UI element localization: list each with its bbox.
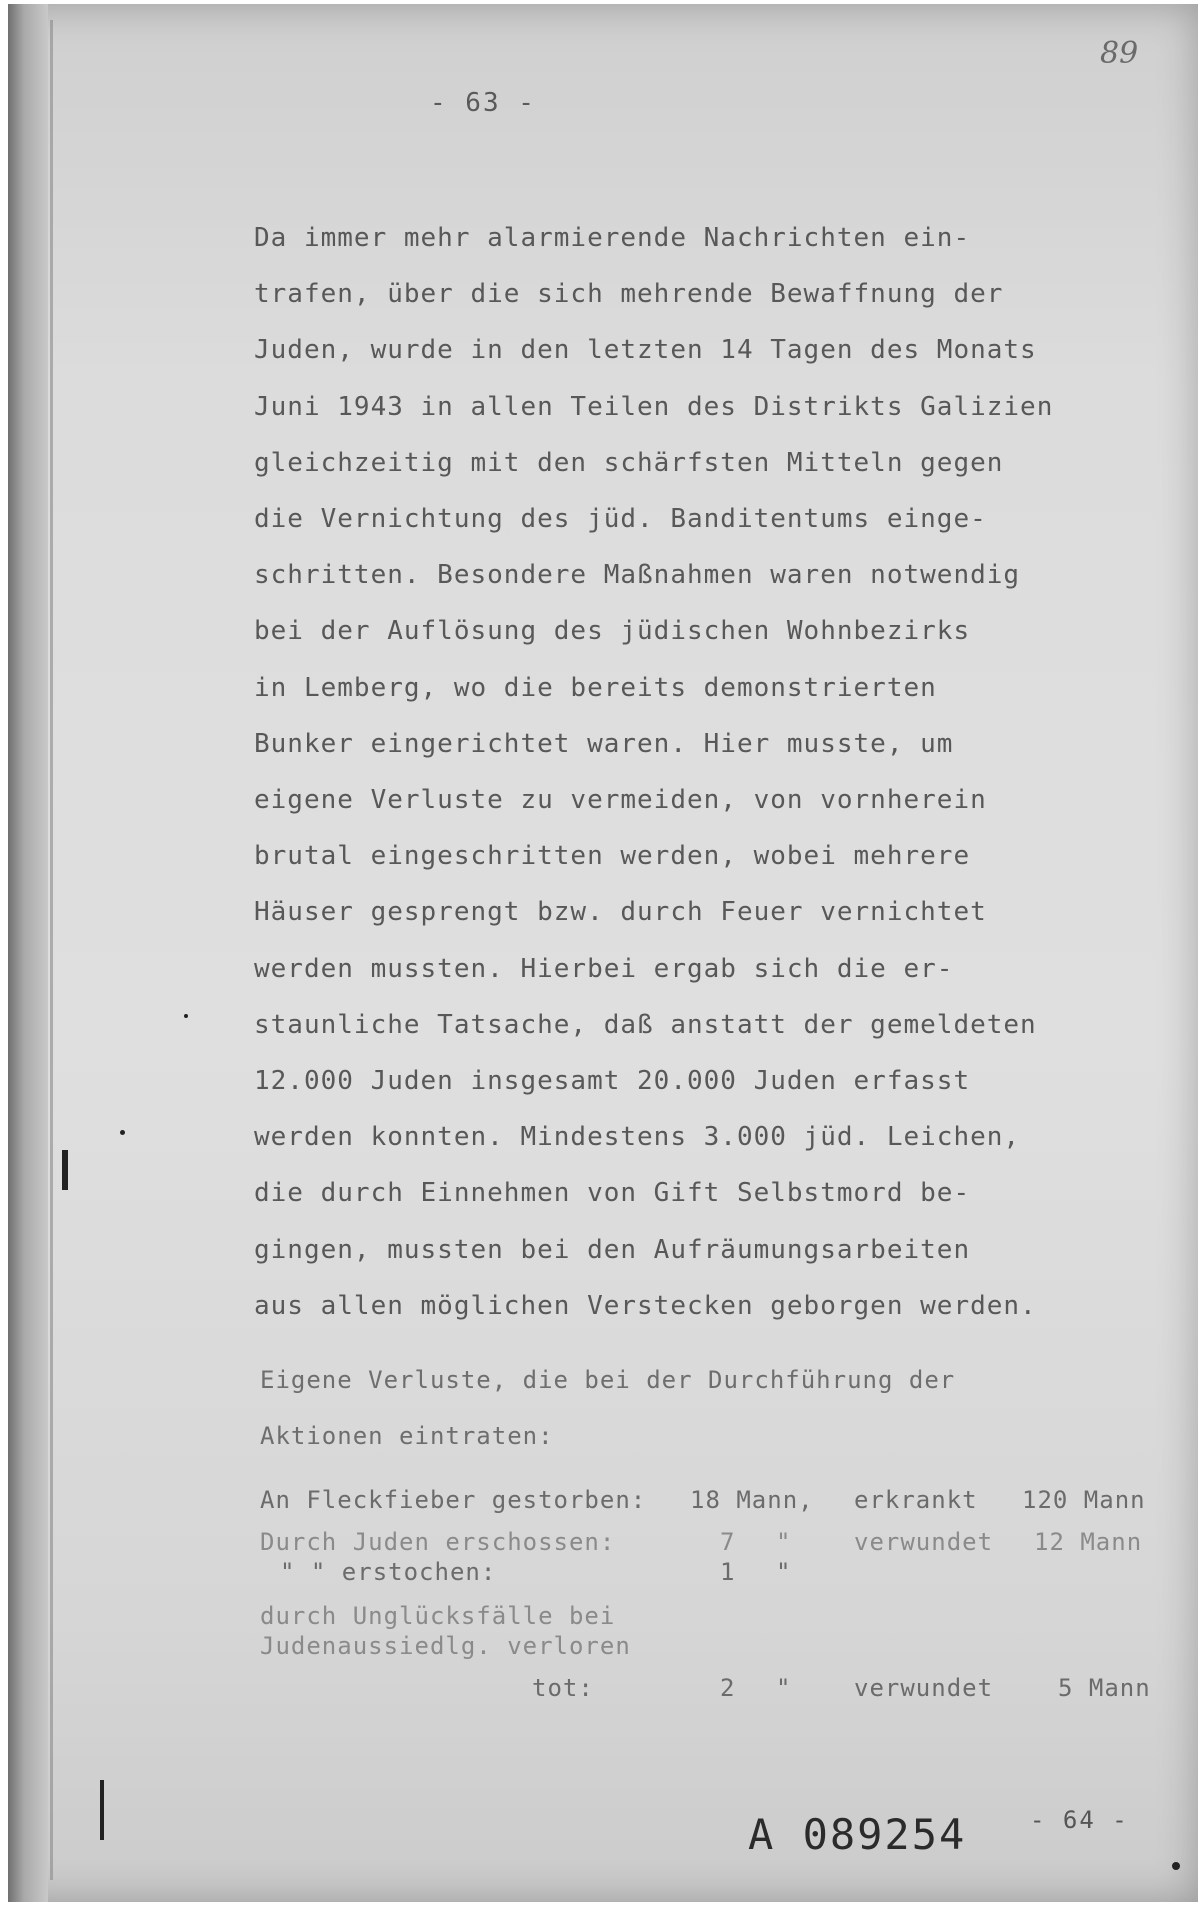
ditto-mark: " [776,1674,792,1702]
archive-number: 89 [1100,36,1139,71]
losses-intro-line: Aktionen eintraten: [260,1422,554,1450]
body-line: Bunker eingerichtet waren. Hier musste, um [254,728,954,759]
loss-status: erkrankt [854,1486,978,1514]
ditto-mark: " [776,1528,792,1556]
edge-mark [62,1150,68,1190]
body-line: trafen, über die sich mehrende Bewaffnung der [254,279,1004,310]
body-line: Da immer mehr alarmierende Nachrichten ein- [254,223,971,253]
body-line: eigene Verluste zu vermeiden, von vornherein [254,785,987,816]
loss-status: verwundet [854,1528,994,1556]
body-line: gleichzeitig mit den schärfsten Mitteln gegen [254,447,1004,478]
losses-intro [260,1352,955,1464]
loss-label: Durch Juden erschossen: [260,1528,616,1556]
loss-label: durch Unglücksfälle bei [260,1602,616,1630]
loss-status-count: 12 Mann [1034,1528,1143,1556]
loss-count: 7 [720,1528,736,1556]
body-line: die durch Einnehmen von Gift Selbstmord be- [254,1178,971,1209]
body-line: aus allen möglichen Verstecken geborgen werden. [254,1290,1037,1321]
body-line: Juden, wurde in den letzten 14 Tagen des Monats [254,335,1037,366]
loss-label: tot: [532,1674,594,1702]
loss-status-count: 5 Mann [1058,1674,1151,1702]
loss-label: Judenaussiedlg. verloren [260,1632,631,1660]
next-page-marker: - 64 - [1030,1806,1129,1834]
body-line: Juni 1943 in allen Teilen des Distrikts Galizien [254,391,1054,422]
loss-status: verwundet [854,1674,994,1702]
body-line: bei der Auflösung des jüdischen Wohnbezirks [254,616,971,647]
body-line: in Lemberg, wo die bereits demonstrierten [254,672,937,703]
body-line: Häuser gesprengt bzw. durch Feuer vernichtet [254,897,987,928]
body-line: staunliche Tatsache, daß anstatt der gemeldeten [254,1009,1037,1040]
body-line: werden konnten. Mindestens 3.000 jüd. Leichen, [254,1122,1021,1153]
body-line: brutal eingeschritten werden, wobei mehrere [254,841,971,872]
body-line: die Vernichtung des jüd. Banditentums einge- [254,504,987,535]
loss-count: 18 Mann, [690,1486,814,1514]
losses-intro-line: Eigene Verluste, die bei der Durchführung der [260,1366,956,1394]
ink-dot [1172,1862,1180,1870]
page-number: - 63 - [430,88,536,118]
loss-count: 2 [720,1674,736,1702]
ditto-mark: " [776,1558,792,1586]
body-paragraph [254,210,1134,1334]
loss-status-count: 120 Mann [1022,1486,1146,1514]
loss-label: An Fleckfieber gestorben: [260,1486,647,1514]
archive-stamp: A 089254 [748,1810,967,1859]
ink-dot [184,1014,188,1018]
binding-edge-line [50,20,53,1880]
body-line: 12.000 Juden insgesamt 20.000 Juden erfasst [254,1066,971,1097]
loss-count: 1 [720,1558,736,1586]
body-line: gingen, mussten bei den Aufräumungsarbeiten [254,1234,971,1265]
body-line: werden mussten. Hierbei ergab sich die er- [254,953,954,984]
loss-label: " " erstochen: [280,1558,497,1586]
ink-dot [120,1130,125,1135]
binding-strip [8,4,48,1902]
edge-mark [100,1780,104,1840]
body-line: schritten. Besondere Maßnahmen waren notwendig [254,560,1021,591]
